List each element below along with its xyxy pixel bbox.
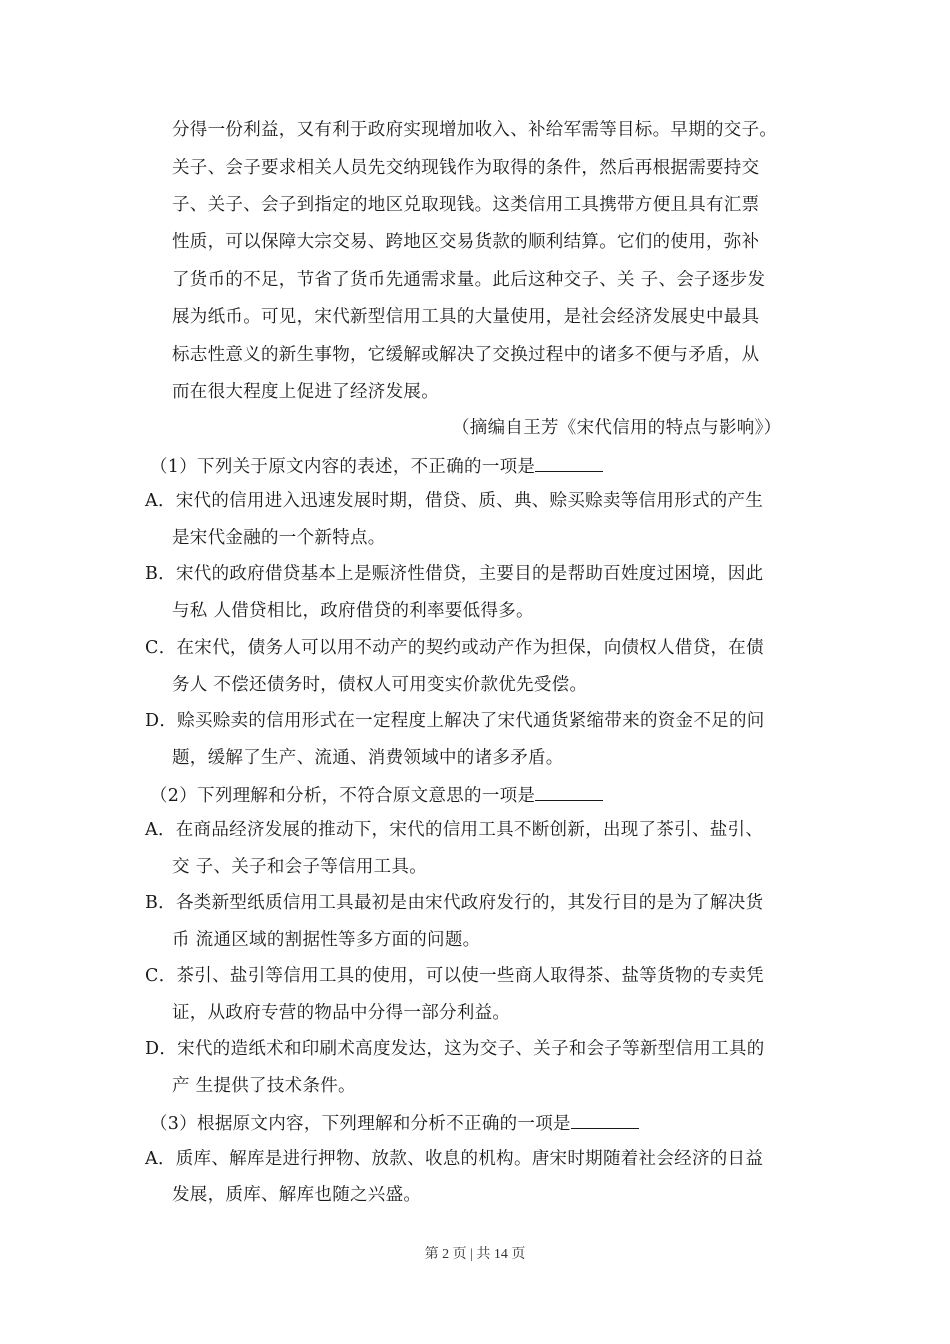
question-stem-text: （2）下列理解和分析，不符合原文意思的一项是 <box>150 786 536 806</box>
answer-blank <box>571 1110 639 1129</box>
option-text: 质库、解库是进行押物、放款、收息的机构。唐宋时期随着社会经济的日益 <box>175 1149 764 1169</box>
option-label: D． <box>145 1039 178 1059</box>
question-stem <box>150 1110 639 1136</box>
option-text: 赊买赊卖的信用形式在一定程度上解决了宋代通货紧缩带来的资金不足的问 <box>177 711 765 731</box>
option-b <box>145 891 763 915</box>
option-a-cont: 是宋代金融的一个新特点。 <box>172 528 386 548</box>
option-c-cont: 证，从政府专营的物品中分得一部分利益。 <box>172 1003 511 1023</box>
option-a-cont: 交 子、关子和会子等信用工具。 <box>172 857 428 877</box>
passage-line: 展为纸币。可见，宋代新型信用工具的大量使用，是社会经济发展史中最具 <box>172 307 760 327</box>
passage-line: 子、关子、会子到指定的地区兑取现钱。这类信用工具携带方便且具有汇票 <box>172 195 760 215</box>
option-a <box>145 1147 763 1171</box>
question-stem-text: （1）下列关于原文内容的表述，不正确的一项是 <box>150 457 536 477</box>
option-a <box>145 489 763 513</box>
option-a <box>145 818 763 842</box>
option-label: C． <box>145 966 177 986</box>
answer-blank <box>535 782 603 801</box>
passage-line: 关子、会子要求相关人员先交纳现钱作为取得的条件，然后再根据需要持交 <box>172 158 760 178</box>
option-d <box>145 1037 765 1061</box>
option-text: 在宋代，债务人可以用不动产的契约或动产作为担保，向债权人借贷，在债 <box>176 638 764 658</box>
option-label: B． <box>145 564 176 584</box>
option-text: 各类新型纸质信用工具最初是由宋代政府发行的，其发行目的是为了解决货 <box>175 893 764 913</box>
option-text: 茶引、盐引等信用工具的使用，可以使一些商人取得茶、盐等货物的专卖凭 <box>176 966 764 986</box>
question-stem <box>150 782 603 808</box>
passage-source: （摘编自王芳《宋代信用的特点与影响》） <box>452 418 782 438</box>
option-text: 宋代的信用进入迅速发展时期，借贷、质、典、赊买赊卖等信用形式的产生 <box>175 491 764 511</box>
passage-line: 分得一份利益，又有利于政府实现增加收入、补给军需等目标。早期的交子。 <box>172 120 778 140</box>
option-label: A． <box>145 491 176 511</box>
question-stem-text: （3）根据原文内容，下列理解和分析不正确的一项是 <box>150 1114 571 1134</box>
option-text: 宋代的造纸术和印刷术高度发达，这为交子、关子和会子等新型信用工具的 <box>177 1039 765 1059</box>
option-label: B． <box>145 893 176 913</box>
answer-blank <box>535 453 603 472</box>
passage-line: 标志性意义的新生事物，它缓解或解决了交换过程中的诸多不便与矛盾，从 <box>172 345 760 365</box>
option-text: 宋代的政府借贷基本上是赈济性借贷，主要目的是帮助百姓度过困境，因此 <box>175 564 764 584</box>
option-label: C． <box>145 638 177 658</box>
page-footer: 第 2 页 | 共 14 页 <box>424 1247 526 1262</box>
option-d <box>145 709 765 733</box>
option-text: 在商品经济发展的推动下，宋代的信用工具不断创新，出现了茶引、盐引、 <box>175 820 764 840</box>
option-label: A． <box>145 820 176 840</box>
option-b-cont: 币 流通区域的割据性等多方面的问题。 <box>172 930 481 950</box>
option-b <box>145 562 763 586</box>
option-d-cont: 题，缓解了生产、流通、消费领域中的诸多矛盾。 <box>172 748 564 768</box>
passage-line: 了货币的不足，节省了货币先通需求量。此后这种交子、关 子、会子逐步发 <box>172 270 766 290</box>
passage-line: 而在很大程度上促进了经济发展。 <box>172 382 439 402</box>
option-label: D． <box>145 711 178 731</box>
option-c <box>145 964 764 988</box>
question-stem <box>150 453 603 479</box>
option-label: A． <box>145 1149 176 1169</box>
option-c-cont: 务人 不偿还债务时，债权人可用变实价款优先受偿。 <box>172 675 588 695</box>
option-a-cont: 发展，质库、解库也随之兴盛。 <box>172 1185 422 1205</box>
option-c <box>145 636 764 660</box>
option-d-cont: 产 生提供了技术条件。 <box>172 1076 356 1096</box>
passage-line: 性质，可以保障大宗交易、跨地区交易货款的顺利结算。它们的使用，弥补 <box>172 232 760 252</box>
option-b-cont: 与私 人借贷相比，政府借贷的利率要低得多。 <box>172 601 534 621</box>
